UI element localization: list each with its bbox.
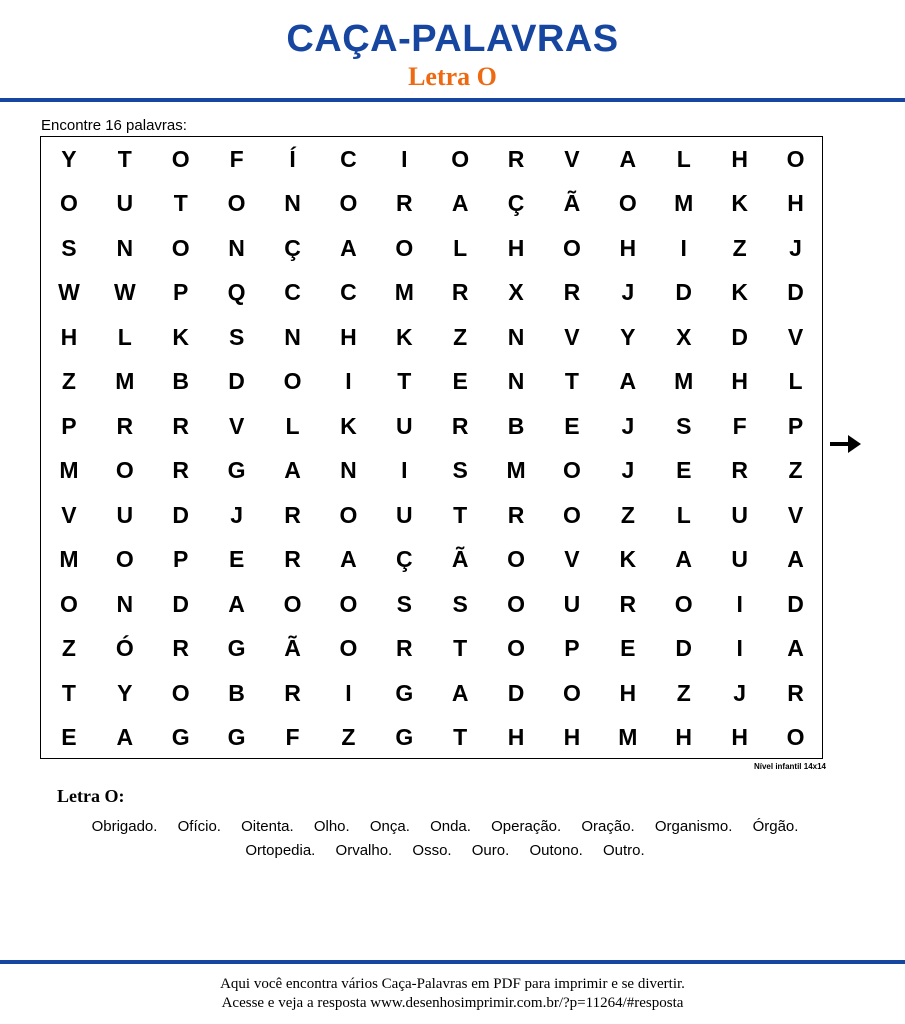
grid-cell[interactable]: X <box>676 323 692 350</box>
grid-cell[interactable]: O <box>60 590 78 617</box>
grid-cell[interactable]: M <box>59 546 79 573</box>
grid-cell[interactable]: M <box>59 457 79 484</box>
grid-cell[interactable]: O <box>451 145 470 172</box>
grid-cell[interactable]: N <box>507 368 525 395</box>
grid-cell[interactable]: A <box>619 145 637 172</box>
grid-cell[interactable]: F <box>285 724 300 751</box>
grid-cell[interactable]: T <box>453 501 468 528</box>
grid-cell[interactable]: A <box>451 679 469 706</box>
grid-cell[interactable]: E <box>228 546 245 573</box>
grid-cell[interactable]: G <box>227 724 246 751</box>
grid-cell[interactable]: K <box>395 323 413 350</box>
grid-cell[interactable]: A <box>787 546 804 573</box>
grid-cell[interactable]: T <box>564 368 579 395</box>
grid-cell[interactable]: L <box>788 368 803 395</box>
grid-cell[interactable]: G <box>395 724 414 751</box>
grid-cell[interactable]: H <box>619 679 637 706</box>
grid-cell[interactable]: X <box>508 279 524 306</box>
grid-cell[interactable]: O <box>171 234 190 261</box>
grid-cell[interactable]: R <box>451 412 469 439</box>
grid-cell[interactable]: O <box>507 635 526 662</box>
grid-cell[interactable]: D <box>172 590 190 617</box>
grid-cell[interactable]: M <box>115 368 135 395</box>
word-list-item: Olho. <box>313 818 350 835</box>
word-list-item: Organismo. <box>654 818 733 835</box>
grid-cell[interactable]: C <box>340 145 357 172</box>
grid-cell[interactable]: Í <box>289 145 296 172</box>
grid-cell[interactable]: H <box>675 724 693 751</box>
grid-cell[interactable]: H <box>619 234 637 261</box>
instructions-text: Encontre 16 palavras: <box>41 117 187 134</box>
grid-cell[interactable]: I <box>401 145 408 172</box>
grid-cell[interactable]: E <box>452 368 468 395</box>
word-list-item: Obrigado. <box>91 818 158 835</box>
grid-cell[interactable]: W <box>58 279 80 306</box>
grid-cell[interactable]: Q <box>227 279 246 306</box>
word-list-item: Outro. <box>603 842 645 859</box>
grid-cell[interactable]: P <box>61 412 77 439</box>
grid-cell[interactable]: O <box>171 145 190 172</box>
grid-cell[interactable]: A <box>619 368 637 395</box>
grid-cell[interactable]: P <box>564 635 580 662</box>
grid-cell[interactable]: N <box>284 323 301 350</box>
grid-cell[interactable]: L <box>676 145 691 172</box>
grid-row <box>41 493 824 538</box>
grid-row <box>41 671 824 716</box>
grid-cell[interactable]: J <box>621 412 635 439</box>
grid-cell[interactable]: J <box>621 457 635 484</box>
grid-cell[interactable]: U <box>731 501 748 528</box>
grid-cell[interactable]: Ç <box>395 546 413 573</box>
grid-cell[interactable]: A <box>340 234 357 261</box>
grid-cell[interactable]: A <box>675 546 693 573</box>
grid-cell[interactable]: J <box>230 501 244 528</box>
grid-cell[interactable]: H <box>60 323 78 350</box>
grid-cell[interactable]: T <box>453 635 468 662</box>
grid-cell[interactable]: R <box>172 412 190 439</box>
grid-cell[interactable]: V <box>564 145 580 172</box>
grid-cell[interactable]: Z <box>620 501 635 528</box>
grid-cell[interactable]: S <box>228 323 245 350</box>
grid-cell[interactable]: Z <box>341 724 356 751</box>
grid-cell[interactable]: N <box>284 190 301 217</box>
grid-cell[interactable]: A <box>451 190 469 217</box>
grid-cell[interactable]: K <box>340 412 357 439</box>
grid-row <box>41 137 824 182</box>
grid-cell[interactable]: O <box>507 546 526 573</box>
grid-cell[interactable]: I <box>345 679 352 706</box>
grid-cell[interactable]: N <box>507 323 525 350</box>
grid-cell[interactable]: O <box>563 457 581 484</box>
grid-cell[interactable]: Z <box>732 234 747 261</box>
grid-cell[interactable]: R <box>284 679 301 706</box>
grid-cell[interactable]: T <box>397 368 412 395</box>
grid-cell[interactable]: O <box>60 190 78 217</box>
grid-cell[interactable]: D <box>787 279 804 306</box>
grid-cell[interactable]: L <box>453 234 468 261</box>
word-list-item: Onda. <box>430 818 471 835</box>
grid-cell[interactable]: R <box>507 145 525 172</box>
grid-cell[interactable]: O <box>115 546 134 573</box>
word-search-grid <box>40 136 823 759</box>
grid-cell[interactable]: F <box>229 145 244 172</box>
grid-cell[interactable]: Z <box>676 679 691 706</box>
grid-cell[interactable]: R <box>284 501 301 528</box>
grid-cell[interactable]: I <box>736 635 743 662</box>
grid-cell[interactable]: D <box>172 501 190 528</box>
grid-cell[interactable]: Ç <box>284 234 301 261</box>
grid-cell[interactable]: W <box>113 279 136 306</box>
grid-cell[interactable]: J <box>621 279 635 306</box>
grid-cell[interactable]: V <box>787 501 804 528</box>
grid-cell[interactable]: U <box>731 546 748 573</box>
word-list-item: Operação. <box>491 818 562 835</box>
grid-cell[interactable]: O <box>786 724 805 751</box>
grid-cell[interactable]: Z <box>61 368 76 395</box>
grid-row <box>41 271 824 316</box>
grid-cell[interactable]: Ã <box>451 546 469 573</box>
grid-cell[interactable]: H <box>507 234 525 261</box>
grid-cell[interactable]: P <box>787 412 804 439</box>
grid-cell[interactable]: R <box>172 635 190 662</box>
grid-cell[interactable]: U <box>563 590 581 617</box>
word-list-item: Oitenta. <box>241 818 294 835</box>
grid-cell[interactable]: V <box>564 323 580 350</box>
grid-cell[interactable]: A <box>228 590 245 617</box>
grid-cell[interactable]: O <box>563 501 581 528</box>
grid-cell[interactable]: S <box>452 457 468 484</box>
page-subtitle: Letra O <box>408 62 497 91</box>
grid-cell[interactable]: R <box>507 501 525 528</box>
grid-row <box>41 315 824 360</box>
grid-cell[interactable]: Y <box>620 323 636 350</box>
word-list-item: Oração. <box>581 818 635 835</box>
grid-cell[interactable]: K <box>731 190 748 217</box>
grid-cell[interactable]: Y <box>61 145 77 172</box>
grid-cell[interactable]: R <box>116 412 134 439</box>
grid-cell[interactable]: M <box>674 190 694 217</box>
grid-cell[interactable]: A <box>116 724 134 751</box>
grid-cell[interactable]: H <box>340 323 357 350</box>
grid-cell[interactable]: M <box>506 457 526 484</box>
grid-cell[interactable]: Ã <box>284 635 301 662</box>
grid-cell[interactable]: H <box>731 368 748 395</box>
grid-cell[interactable]: R <box>395 190 413 217</box>
grid-cell[interactable]: O <box>563 234 581 261</box>
grid-cell[interactable]: O <box>115 457 134 484</box>
grid-cell[interactable]: T <box>61 679 76 706</box>
grid-cell[interactable]: G <box>227 457 246 484</box>
grid-cell[interactable]: U <box>116 501 134 528</box>
grid-cell[interactable]: Ó <box>115 635 134 662</box>
grid-cell[interactable]: D <box>675 635 693 662</box>
grid-cell[interactable]: R <box>451 279 469 306</box>
grid-cell[interactable]: Z <box>61 635 76 662</box>
arrow-right-icon[interactable] <box>830 434 862 454</box>
grid-cell[interactable]: O <box>618 190 637 217</box>
grid-cell[interactable]: K <box>172 323 190 350</box>
grid-cell[interactable]: O <box>339 590 358 617</box>
grid-cell[interactable]: L <box>117 323 132 350</box>
grid-cell[interactable]: D <box>787 590 804 617</box>
grid-cell[interactable]: U <box>395 501 413 528</box>
word-list-item: Onça. <box>369 818 410 835</box>
grid-row <box>41 716 824 761</box>
grid-row <box>41 182 824 227</box>
grid-cell[interactable]: H <box>731 145 748 172</box>
grid-cell[interactable]: N <box>116 590 134 617</box>
top-divider <box>0 98 905 102</box>
grid-cell[interactable]: O <box>283 368 302 395</box>
grid-cell[interactable]: O <box>395 234 414 261</box>
grid-cell[interactable]: E <box>620 635 636 662</box>
footer-line-2: Acesse e veja a resposta www.desenhosimprimir.com.br/?p=11264/#resposta <box>221 995 684 1011</box>
word-list-item: Ouro. <box>471 842 510 859</box>
grid-cell[interactable]: L <box>676 501 691 528</box>
grid-cell[interactable]: K <box>619 546 637 573</box>
grid-cell[interactable]: D <box>228 368 245 395</box>
grid-cell[interactable]: T <box>453 724 468 751</box>
grid-cell[interactable]: I <box>680 234 687 261</box>
grid-cell[interactable]: H <box>787 190 804 217</box>
word-list-item: Ofício. <box>177 818 221 835</box>
grid-cell[interactable]: R <box>787 679 804 706</box>
grid-cell[interactable]: D <box>731 323 748 350</box>
grid-cell[interactable]: Z <box>453 323 468 350</box>
grid-cell[interactable]: V <box>787 323 804 350</box>
grid-row <box>41 404 824 449</box>
grid-cell[interactable]: S <box>452 590 468 617</box>
grid-cell[interactable]: G <box>395 679 414 706</box>
grid-cell[interactable]: I <box>401 457 408 484</box>
grid-cell[interactable]: R <box>731 457 748 484</box>
grid-cell[interactable]: J <box>789 234 802 261</box>
grid-cell[interactable]: E <box>564 412 580 439</box>
grid-row <box>41 582 824 627</box>
word-list-item: Órgão. <box>752 818 799 835</box>
page-title: CAÇA-PALAVRAS <box>286 18 619 60</box>
grid-cell[interactable]: R <box>172 457 190 484</box>
grid-cell[interactable]: Y <box>117 679 133 706</box>
grid-cell[interactable]: S <box>676 412 692 439</box>
grid-cell[interactable]: E <box>676 457 692 484</box>
grid-cell[interactable]: S <box>396 590 412 617</box>
grid-cell[interactable]: L <box>285 412 300 439</box>
grid-cell[interactable]: A <box>340 546 357 573</box>
grid-cell[interactable]: O <box>283 590 302 617</box>
grid-cell[interactable]: P <box>173 279 189 306</box>
grid-cell[interactable]: O <box>507 590 526 617</box>
grid-cell[interactable]: C <box>340 279 357 306</box>
grid-row <box>41 627 824 672</box>
grid-cell[interactable]: R <box>395 635 413 662</box>
grid-cell[interactable]: O <box>339 190 358 217</box>
word-list-heading: Letra O: <box>57 786 125 806</box>
grid-cell[interactable]: T <box>173 190 188 217</box>
grid-cell[interactable]: G <box>227 635 246 662</box>
grid-cell[interactable]: P <box>173 546 189 573</box>
grid-cell[interactable]: Ã <box>563 190 581 217</box>
word-list-item: Osso. <box>412 842 452 859</box>
grid-cell[interactable]: N <box>116 234 134 261</box>
grid-cell[interactable]: V <box>228 412 245 439</box>
grid-cell[interactable]: V <box>564 546 580 573</box>
grid-row <box>41 360 824 405</box>
grid-cell[interactable]: D <box>507 679 525 706</box>
grid-cell[interactable]: G <box>171 724 190 751</box>
footer <box>0 975 905 1013</box>
level-label: Nível infantil 14x14 <box>753 762 826 771</box>
grid-cell[interactable]: M <box>618 724 638 751</box>
grid-cell[interactable]: K <box>731 279 748 306</box>
grid-cell[interactable]: D <box>675 279 693 306</box>
grid-cell[interactable]: O <box>227 190 246 217</box>
grid-cell[interactable]: Ç <box>507 190 525 217</box>
word-list <box>45 815 845 863</box>
grid-cell[interactable]: N <box>340 457 357 484</box>
grid-cell[interactable]: O <box>339 635 358 662</box>
word-list-item: Orvalho. <box>335 842 393 859</box>
grid-cell[interactable]: I <box>345 368 352 395</box>
grid-cell[interactable]: R <box>619 590 637 617</box>
grid-cell[interactable]: J <box>733 679 747 706</box>
grid-cell[interactable]: F <box>732 412 747 439</box>
grid-cell[interactable]: U <box>395 412 413 439</box>
grid-cell[interactable]: O <box>563 679 581 706</box>
grid-cell[interactable]: O <box>786 145 805 172</box>
grid-cell[interactable]: O <box>339 501 358 528</box>
grid-cell[interactable]: B <box>228 679 245 706</box>
grid-cell[interactable]: S <box>61 234 77 261</box>
grid-cell[interactable]: M <box>394 279 414 306</box>
grid-row <box>41 226 824 271</box>
grid-cell[interactable]: Z <box>788 457 803 484</box>
grid-cell[interactable]: B <box>507 412 525 439</box>
grid-cell[interactable]: N <box>228 234 245 261</box>
grid-cell[interactable]: I <box>736 590 743 617</box>
grid-cell[interactable]: C <box>284 279 301 306</box>
word-list-item: Outono. <box>529 842 583 859</box>
grid-cell[interactable]: V <box>61 501 77 528</box>
grid-row <box>41 538 824 583</box>
grid-cell[interactable]: U <box>116 190 134 217</box>
grid-cell[interactable]: E <box>61 724 77 751</box>
grid-cell[interactable]: R <box>563 279 581 306</box>
grid-cell[interactable]: T <box>117 145 132 172</box>
word-list-item: Ortopedia. <box>245 842 316 859</box>
footer-line-1: Aqui você encontra vários Caça-Palavras em PDF para imprimir e se divertir. <box>220 976 685 992</box>
grid-cell[interactable]: H <box>731 724 748 751</box>
grid-cell[interactable]: A <box>787 635 804 662</box>
grid-cell[interactable]: R <box>284 546 301 573</box>
grid-row <box>41 449 824 494</box>
grid-cell[interactable]: H <box>507 724 525 751</box>
grid-cell[interactable]: O <box>674 590 693 617</box>
grid-cell[interactable]: A <box>284 457 301 484</box>
grid-cell[interactable]: H <box>563 724 581 751</box>
grid-cell[interactable]: M <box>674 368 694 395</box>
grid-cell[interactable]: B <box>172 368 190 395</box>
grid-cell[interactable]: O <box>171 679 190 706</box>
bottom-divider <box>0 960 905 964</box>
